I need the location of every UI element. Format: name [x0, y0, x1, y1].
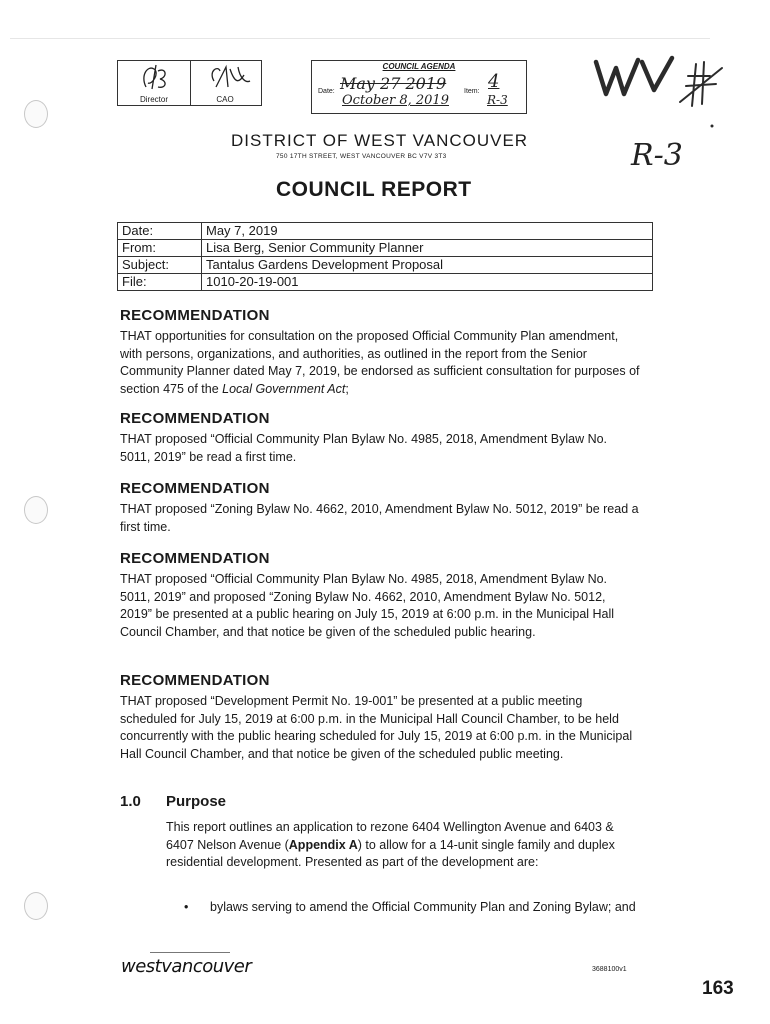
section-title: Purpose: [166, 793, 227, 810]
recommendation-section: [120, 479, 640, 536]
district-address: 750 17TH STREET, WEST VANCOUVER BC V7V 3T3: [276, 153, 447, 160]
signoff-box: [117, 60, 262, 106]
handwritten-item-number: R-3: [631, 138, 683, 173]
struck-date: May 27 2019: [340, 74, 447, 93]
meta-key: File:: [118, 274, 202, 291]
scan-edge-line: [10, 38, 710, 39]
meta-key: Date:: [118, 223, 202, 240]
recommendation-text: THAT proposed “Development Permit No. 19-001” be presented at a public meeting scheduled for July 15, 2019 at 6:00 p.m. in the Municipal Hall Council Chamber, to be held concurrently with the public hearing scheduled for July 15, 2019 at 6:00 p.m. in the Municipal Hall Council Chamber, and that notice be given of the scheduled public meeting.: [120, 694, 633, 761]
cao-label: CAO: [216, 95, 234, 104]
page-number: 163: [702, 978, 734, 999]
act-name: Local Government Act: [222, 381, 346, 396]
meta-value: 1010-20-19-001: [202, 274, 653, 291]
bullet-dot: •: [184, 900, 189, 914]
section-number: 1.0: [120, 793, 141, 810]
recommendation-section: [120, 306, 640, 398]
recommendation-heading: RECOMMENDATION: [120, 550, 270, 567]
meta-key: Subject:: [118, 257, 202, 274]
recommendation-text: THAT proposed “Official Community Plan Bylaw No. 4985, 2018, Amendment Bylaw No. 5011, 2019” and proposed “Zoning Bylaw No. 4662, 2010, Amendment Bylaw No. 5012, 2019” be presented at a public hearing on July 15, 2019 at 6:00 p.m. in the Municipal Hall Council Chamber, and that notice be given of the scheduled public hearing.: [120, 572, 615, 639]
meta-row: [118, 223, 653, 240]
binder-hole: [24, 496, 48, 524]
meta-row: [118, 257, 653, 274]
director-signature: [118, 61, 190, 93]
binder-hole: [24, 100, 48, 128]
agenda-date-label: Date:: [318, 88, 335, 95]
recommendation-heading: RECOMMENDATION: [120, 307, 270, 324]
handwritten-initials: [592, 54, 732, 134]
new-date: October 8, 2019: [342, 93, 449, 108]
appendix-reference: Appendix A: [288, 837, 358, 852]
recommendation-section: [120, 549, 640, 641]
west-vancouver-logo: westvancouver: [121, 956, 252, 977]
meta-row: [118, 274, 653, 291]
recommendation-heading: RECOMMENDATION: [120, 410, 270, 427]
recommendation-text: THAT opportunities for consultation on the proposed Official Community Plan amendment, with persons, organizations, and authorities, as outlined in the report from the Senior Community Planner dated May 7, 2019, be endorsed as sufficient consultation for purposes of section 475 of the Local Government Act;: [120, 329, 640, 396]
recommendation-section: [120, 671, 640, 763]
director-cell: [118, 61, 191, 105]
purpose-heading: [120, 793, 226, 810]
report-title: COUNCIL REPORT: [276, 178, 472, 201]
recommendation-heading: RECOMMENDATION: [120, 672, 270, 689]
report-meta-table: [117, 222, 653, 291]
agenda-item-label: Item:: [464, 88, 480, 95]
recommendation-text: THAT proposed “Zoning Bylaw No. 4662, 2010, Amendment Bylaw No. 5012, 2019” be read a first time.: [120, 502, 639, 534]
logo-swoosh: [150, 952, 230, 953]
recommendation-heading: RECOMMENDATION: [120, 480, 270, 497]
new-item-number: R-3: [487, 93, 508, 107]
meta-value: Lisa Berg, Senior Community Planner: [202, 240, 653, 257]
binder-hole: [24, 892, 48, 920]
document-id: 3688100v1: [592, 966, 627, 973]
council-agenda-box: [311, 60, 527, 114]
recommendation-section: [120, 409, 640, 466]
meta-value: Tantalus Gardens Development Proposal: [202, 257, 653, 274]
purpose-text: This report outlines an application to rezone 6404 Wellington Avenue and 6403 & 6407 Nelson Avenue (Appendix A) to allow for a 14-unit single family and duplex residential development. Presented as part of the development are:: [166, 820, 615, 869]
meta-row: [118, 240, 653, 257]
council-agenda-title: COUNCIL AGENDA: [382, 62, 456, 71]
recommendation-text: THAT proposed “Official Community Plan Bylaw No. 4985, 2018, Amendment Bylaw No. 5011, 2019” be read a first time.: [120, 432, 608, 464]
district-name: DISTRICT OF WEST VANCOUVER: [231, 131, 529, 150]
cao-cell: [190, 61, 260, 105]
struck-item-number: 4: [488, 71, 500, 92]
cao-signature: [190, 61, 260, 93]
meta-key: From:: [118, 240, 202, 257]
meta-value: May 7, 2019: [202, 223, 653, 240]
bullet-text: bylaws serving to amend the Official Community Plan and Zoning Bylaw; and: [210, 900, 636, 914]
director-label: Director: [139, 95, 168, 104]
